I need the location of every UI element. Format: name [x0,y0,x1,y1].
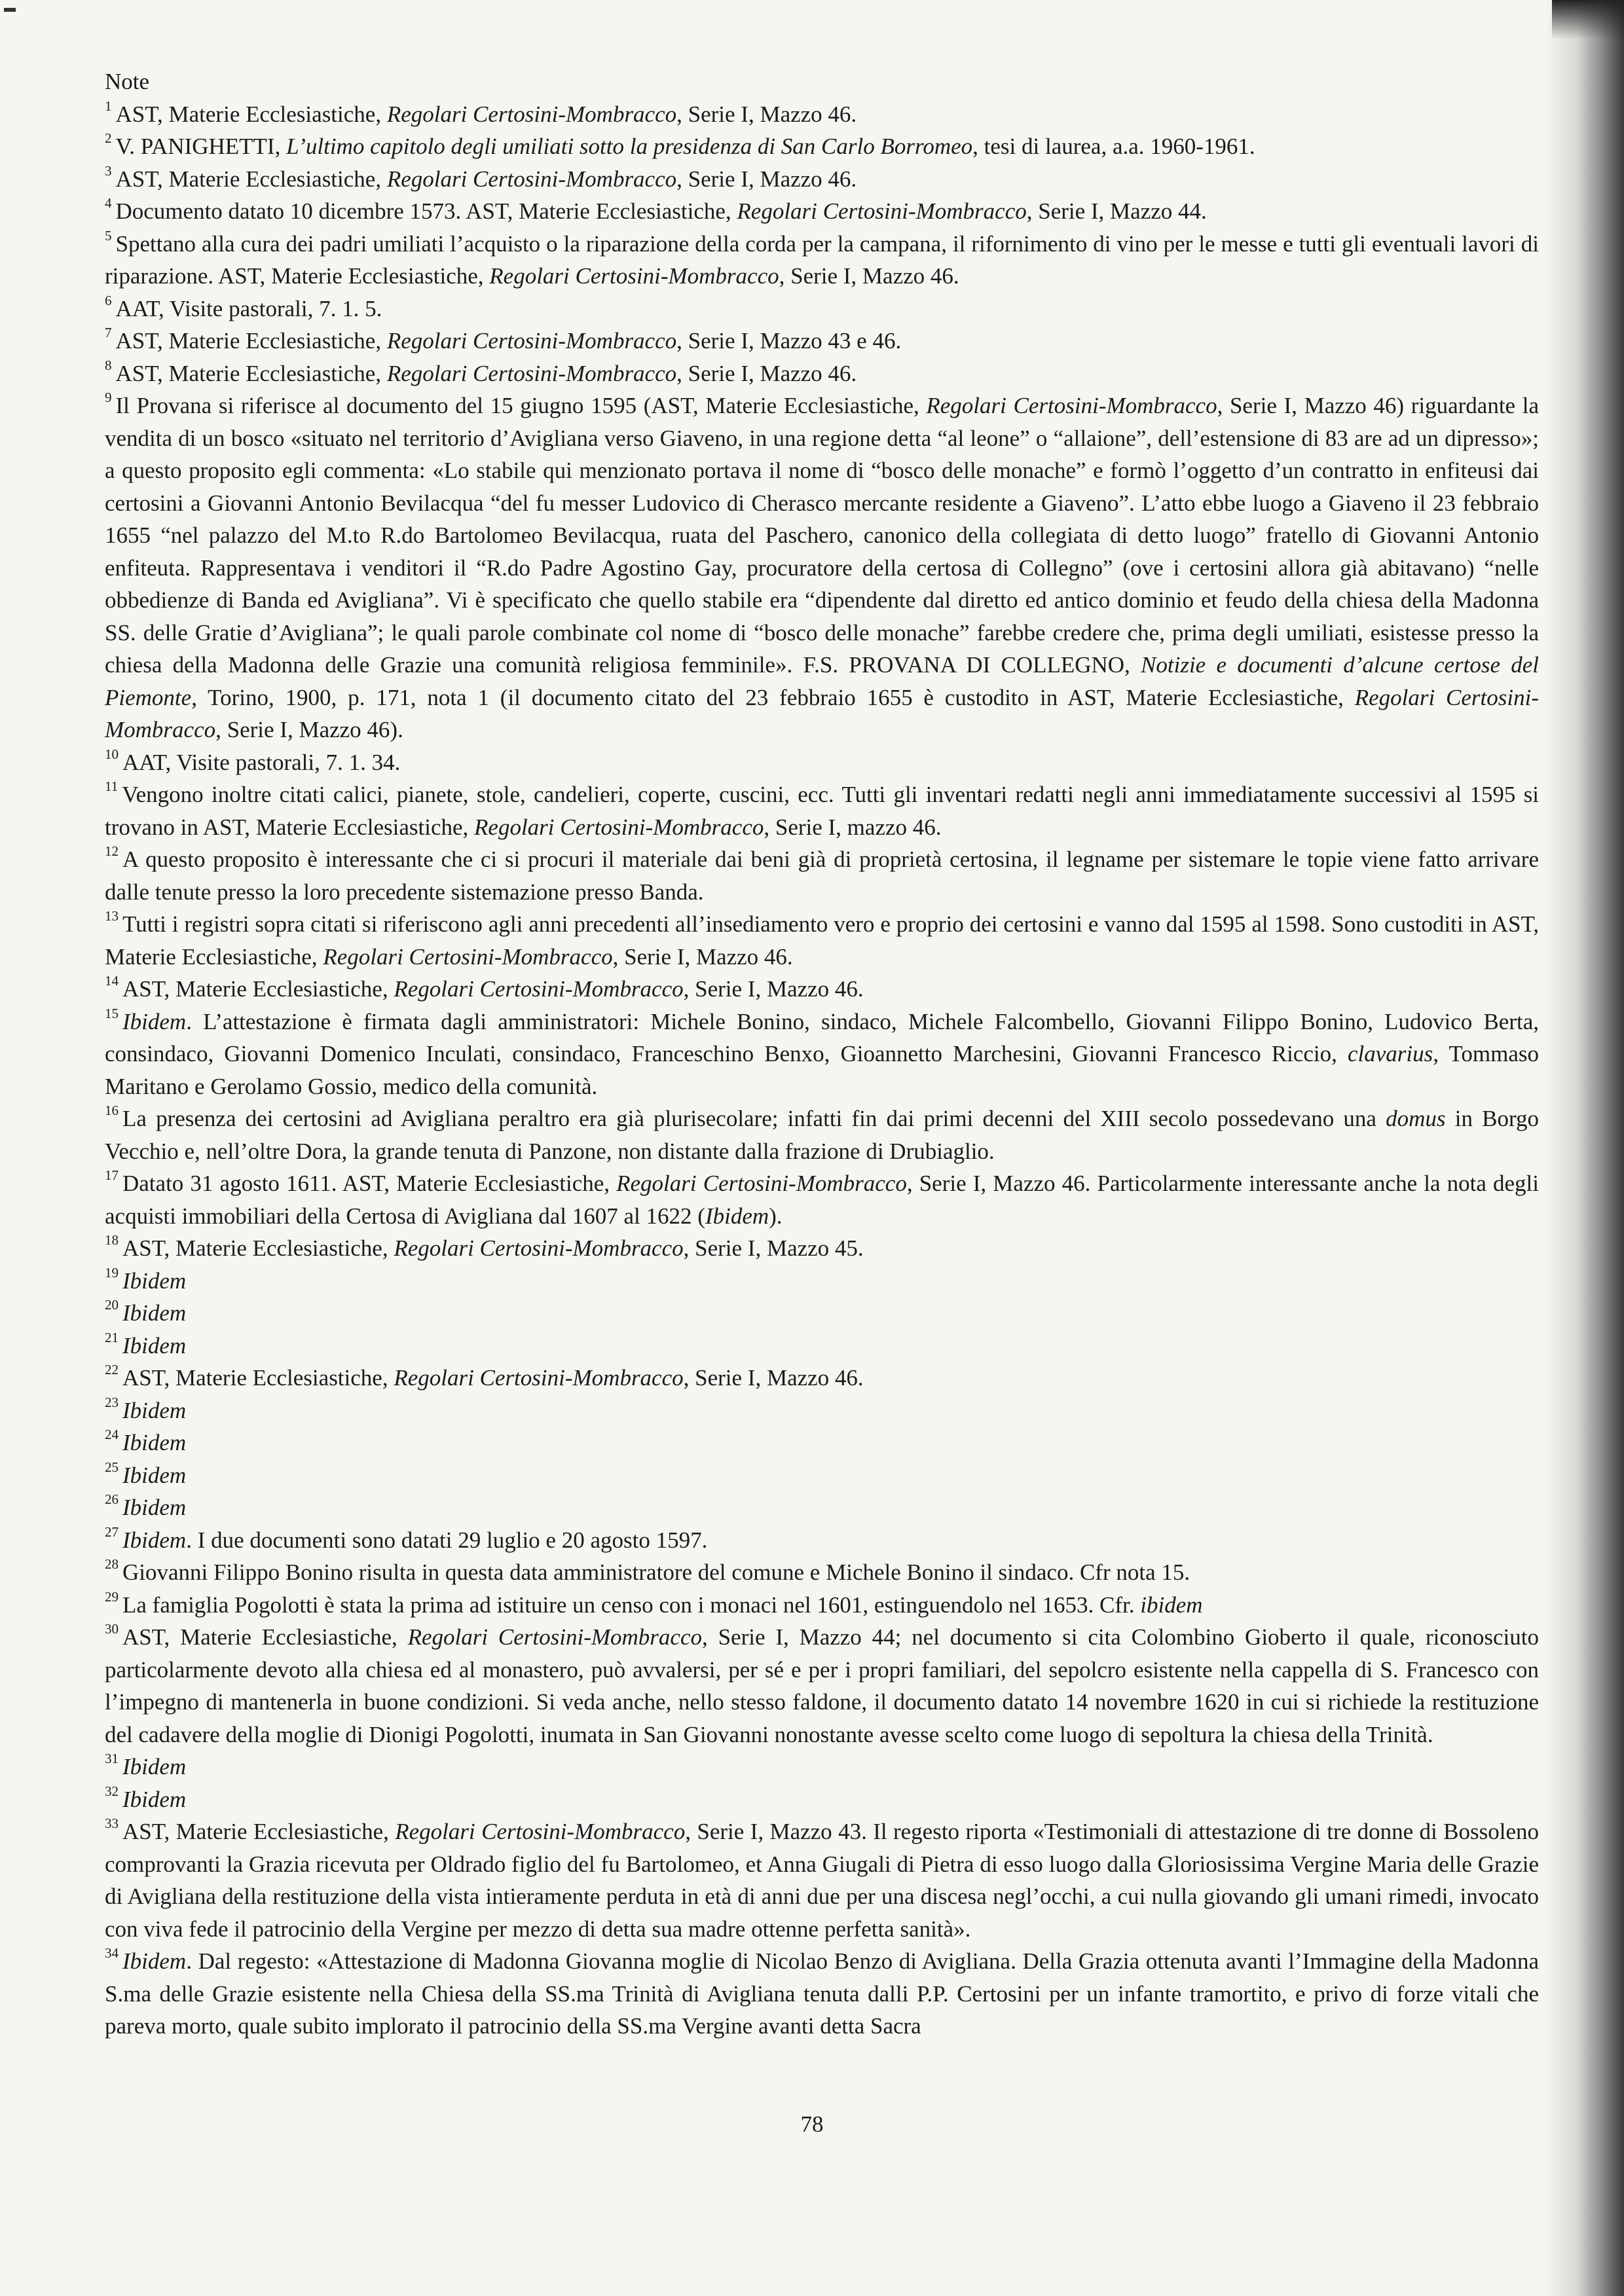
footnote [105,325,1539,357]
footnote-number: 17 [105,1167,119,1184]
footnote-text: AST, Materie Ecclesiastiche, Regolari Certosini-Mombracco, Serie I, Mazzo 43 e 46. [115,328,902,354]
footnote [105,746,1539,779]
footnote-number: 22 [105,1362,119,1378]
footnote-text: Ibidem [122,1300,187,1326]
footnote-text: Spettano alla cura dei padri umiliati l’acquisto o la riparazione della corda per la campana, il rifornimento di vino per le messe e tutti gli eventuali lavori di riparazione. AST, Materie Ecclesiastiche, Regolari Certosini-Mombracco, Serie I, Mazzo 46. [105,230,1539,289]
footnote-text: AST, Materie Ecclesiastiche, Regolari Certosini-Mombracco, Serie I, Mazzo 46. [122,1365,864,1391]
footnote-number: 9 [105,390,112,406]
footnote-number: 13 [105,908,119,924]
footnote-number: 14 [105,973,119,989]
footnote-number: 2 [105,130,112,147]
notes-section [105,65,1539,2043]
footnote-number: 19 [105,1264,119,1281]
footnote-text: Datato 31 agosto 1611. AST, Materie Ecclesiastiche, Regolari Certosini-Mombracco, Serie I, Mazzo 46. Particolarmente interessante anche la nota degli acquisti immobiliari della Certosa di Avigliana dal 1607 al 1622 (Ibidem). [105,1171,1539,1229]
footnote-number: 18 [105,1232,119,1248]
footnote [105,1589,1539,1622]
footnote-number: 20 [105,1297,119,1313]
footnote-number: 33 [105,1815,119,1832]
footnote-number: 34 [105,1945,119,1961]
footnote [105,1362,1539,1394]
footnote [105,973,1539,1006]
footnote-text: La famiglia Pogolotti è stata la prima ad istituire un censo con i monaci nel 1601, estinguendolo nel 1653. Cfr. ibidem [122,1592,1203,1618]
footnote-text: AST, Materie Ecclesiastiche, Regolari Certosini-Mombracco, Serie I, Mazzo 45. [122,1235,864,1261]
footnote-text: Vengono inoltre citati calici, pianete, stole, candelieri, coperte, cuscini, ecc. Tutti gli inventari redatti negli anni immediatamente successivi al 1595 si trovano in AST, Materie Ecclesiastiche, Regolari Certosini-Mombracco, Serie I, mazzo 46. [105,782,1539,840]
footnote [105,1945,1539,2043]
footnote-number: 32 [105,1783,119,1799]
footnote-text: Ibidem [122,1430,187,1455]
footnote [105,1297,1539,1330]
page-number: 78 [800,2111,824,2137]
footnote-text: Il Provana si riferisce al documento del 15 giugno 1595 (AST, Materie Ecclesiastiche, Regolari Certosini-Mombracco, Serie I, Mazzo 46) riguardante la vendita di un bosco «situato nel territorio d’Avigliana verso Giaveno, in una regione detta “al leone” o “allaione”, dell’estensione di 83 are ad un dipresso»; a questo proposito egli commenta: «Lo stabile qui menzionato portava il nome di “bosco delle monache” e formò l’oggetto d’un contratto in enfiteusi dai certosini a Giovanni Antonio Bevilacqua “del fu messer Ludovico di Cherasco mercante residente a Giaveno”. L’atto ebbe luogo a Giaveno il 23 febbraio 1655 “nel palazzo del M.to R.do Bartolomeo Bevilacqua, ruata del Paschero, canonico della collegiata di detto luogo” fratello di Giovanni Antonio enfiteuta. Rappresentava i venditori il “R.do Padre Agostino Gay, procuratore della certosa di Collegno” (ove i certosini allora già abitavano) “nelle obbedienze di Banda ed Avigliana”. Vi è specificato che quello stabile era “dipendente dal diretto ed antico dominio et feudo della chiesa della Madonna SS. delle Gratie d’Avigliana”; le quali parole combinate col nome di “bosco delle monache” farebbe credere che, prima degli umiliati, esistesse presso la chiesa della Madonna delle Grazie una comunità religiosa femminile». F.S. PROVANA DI COLLEGNO, Notizie e documenti d’alcune certose del Piemonte, Torino, 1900, p. 171, nota 1 (il documento citato del 23 febbraio 1655 è custodito in AST, Materie Ecclesiastiche, Regolari Certosini-Mombracco, Serie I, Mazzo 46). [105,393,1540,742]
footnote [105,1232,1539,1265]
footnote [105,195,1539,228]
footnote-text: Ibidem. I due documenti sono datati 29 luglio e 20 agosto 1597. [122,1527,708,1553]
footnote-text: AST, Materie Ecclesiastiche, Regolari Certosini-Mombracco, Serie I, Mazzo 46. [115,360,857,386]
footnote-number: 3 [105,162,112,179]
footnote-number: 6 [105,292,112,308]
footnote [105,1459,1539,1492]
footnote [105,1102,1539,1167]
footnote [105,1006,1539,1103]
footnote [105,1751,1539,1783]
footnote-number: 5 [105,227,112,244]
footnote-text: Ibidem [122,1786,187,1812]
footnote [105,843,1539,908]
footnote [105,1167,1539,1232]
footnote-text: Ibidem. L’attestazione è firmata dagli amministratori: Michele Bonino, sindaco, Michele Falcombello, Giovanni Filippo Bonino, Ludovico Berta, consindaco, Giovanni Domenico Inculati, consindaco, Franceschino Benxo, Gioannetto Marchesini, Giovanni Francesco Riccio, clavarius, Tommaso Maritano e Gerolamo Gossio, medico della comunità. [105,1008,1539,1099]
notes-heading: Note [105,69,150,94]
footnote-number: 1 [105,98,112,114]
footnote-number: 29 [105,1588,119,1605]
footnote-number: 15 [105,1005,119,1021]
footnote [105,1621,1539,1751]
footnote [105,1427,1539,1459]
footnote [105,98,1539,131]
footnote [105,390,1539,746]
footnote-text: Ibidem [122,1397,187,1423]
footnote-text: Tutti i registri sopra citati si riferiscono agli anni precedenti all’insediamento vero e proprio dei certosini e vanno dal 1595 al 1598. Sono custoditi in AST, Materie Ecclesiastiche, Regolari Certosini-Mombracco, Serie I, Mazzo 46. [105,911,1539,970]
footnote-number: 25 [105,1459,119,1475]
footnote [105,908,1539,973]
book-binding-corner [1552,0,1624,39]
notes-list [105,98,1539,2043]
footnote-text: AAT, Visite pastorali, 7. 1. 5. [115,295,382,321]
footnote-text: AST, Materie Ecclesiastiche, Regolari Certosini-Mombracco, Serie I, Mazzo 43. Il regesto riporta «Testimoniali di attestazione di tre donne di Bossoleno comprovanti la Grazia ricevuta per Oldrado figlio del fu Bartolomeo, et Anna Giugali di Pietra di esso luogo dalla Gloriosissima Vergine Maria delle Grazie di Avigliana della restituzione della vista intieramente perduta in età di anni due per una discesa negl’occhi, a cui nulla giovando gli umani rimedi, invocato con viva fede il patrocinio della Vergine per mezzo di detta sua madre ottenne perfetta sanità». [105,1819,1540,1942]
footnote-text: AST, Materie Ecclesiastiche, Regolari Certosini-Mombracco, Serie I, Mazzo 46. [122,976,864,1002]
footnote-text: Ibidem. Dal regesto: «Attestazione di Madonna Giovanna moglie di Nicolao Benzo di Avigliana. Della Grazia ottenuta avanti l’Immagine della Madonna S.ma delle Grazie esistente nella Chiesa della SS.ma Trinità di Avigliana tenuta dalli P.P. Certosini per un infante tramortito, e privo di forze vitali che pareva morto, quale subito implorato il patrocinio della SS.ma Vergine avanti detta Sacra [105,1948,1539,2039]
footnote [105,1394,1539,1427]
footnote-text: Ibidem [122,1267,187,1294]
footnote-number: 4 [105,195,112,211]
scan-corner-mark [4,8,16,12]
footnote-text: La presenza dei certosini ad Avigliana peraltro era già plurisecolare; infatti fin dai primi decenni del XIII secolo possedevano una domus in Borgo Vecchio e, nell’oltre Dora, la grande tenuta di Panzone, non distante dalla frazione di Drubiaglio. [105,1106,1539,1164]
footnote-text: Ibidem [122,1332,187,1358]
footnote-text: AAT, Visite pastorali, 7. 1. 34. [122,749,401,775]
footnote-number: 8 [105,357,112,373]
footnote [105,1524,1539,1557]
book-binding-shadow [1545,0,1624,2296]
footnote [105,228,1539,293]
footnote-number: 11 [105,778,119,795]
footnote [105,130,1539,163]
footnote [105,293,1539,325]
footnote [105,357,1539,390]
footnote-number: 23 [105,1394,119,1410]
footnote [105,1265,1539,1298]
footnote [105,1491,1539,1524]
footnote [105,1556,1539,1589]
footnote-number: 26 [105,1491,119,1508]
footnote-number: 21 [105,1329,119,1345]
footnote-number: 16 [105,1102,119,1119]
footnote-text: AST, Materie Ecclesiastiche, Regolari Certosini-Mombracco, Serie I, Mazzo 46. [115,166,857,192]
footnote-text: Ibidem [122,1462,187,1488]
footnote [105,1815,1539,1945]
footnote-text: Ibidem [122,1754,187,1779]
footnote-number: 28 [105,1556,119,1573]
footnote-number: 31 [105,1751,119,1767]
footnote-number: 10 [105,746,119,762]
footnote-text: AST, Materie Ecclesiastiche, Regolari Certosini-Mombracco, Serie I, Mazzo 46. [115,101,857,127]
footnote [105,778,1539,843]
footnote-text: AST, Materie Ecclesiastiche, Regolari Certosini-Mombracco, Serie I, Mazzo 44; nel documento si cita Colombino Gioberto il quale, riconosciuto particolarmente devoto alla chiesa ed al monastero, può avvalersi, per sé e per i propri familiari, del sepolcro esistente nella cappella di S. Francesco con l’impegno di mantenerla in buone condizioni. Si veda anche, nello stesso faldone, il documento datato 14 novembre 1620 in cui si richiede la restituzione del cadavere della moglie di Dionigi Pogolotti, inumata in San Giovanni nonostante avesse scelto come luogo di sepoltura la chiesa della Trinità. [105,1624,1539,1747]
footnote [105,1330,1539,1362]
footnote-text: A questo proposito è interessante che ci si procuri il materiale dai beni già di proprietà certosina, il legname per sistemare le topie viene fatto arrivare dalle tenute presso la loro precedente sistemazione presso Banda. [105,847,1539,905]
footnote-text: V. PANIGHETTI, L’ultimo capitolo degli umiliati sotto la presidenza di San Carlo Borromeo, tesi di laurea, a.a. 1960-1961. [115,134,1255,159]
footnote-number: 12 [105,843,119,860]
footnote-number: 27 [105,1523,119,1540]
footnote-text: Documento datato 10 dicembre 1573. AST, Materie Ecclesiastiche, Regolari Certosini-Mombracco, Serie I, Mazzo 44. [115,198,1207,224]
footnote [105,163,1539,196]
footnote-number: 7 [105,325,112,341]
footnote [105,1783,1539,1816]
footnote-text: Ibidem [122,1495,187,1520]
footnote-text: Giovanni Filippo Bonino risulta in questa data amministratore del comune e Michele Bonino il sindaco. Cfr nota 15. [122,1559,1190,1585]
footnote-number: 30 [105,1621,119,1637]
footnote-number: 24 [105,1427,119,1443]
